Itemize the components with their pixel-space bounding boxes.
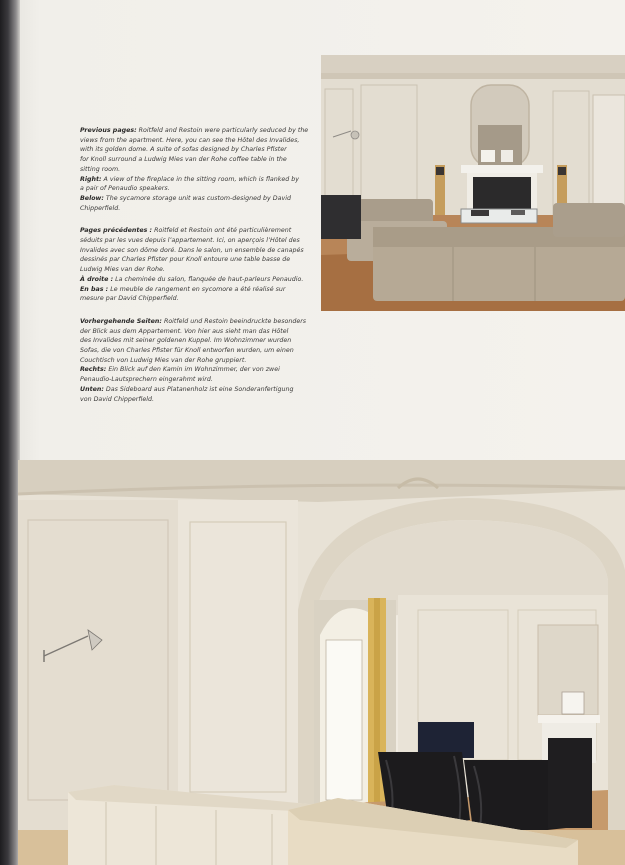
caption-line: Right: A view of the fireplace in the sitting room, which is flanked by <box>80 175 299 183</box>
caption-line: Vorhergehende Seiten: Roitfeld und Restoin beeindruckte besonders <box>80 317 307 325</box>
caption-line: Sofas, die von Charles Pfister für Knoll entworfen wurden, um einen <box>80 347 294 355</box>
caption-line: Pages précédentes : Roitfeld et Restoin ont été particulièrement <box>80 227 292 235</box>
caption-line: des Invalides mit seiner goldenen Kuppel. Im Wohnzimmer wurden <box>80 337 292 345</box>
caption-line: Chipperfield. <box>80 204 121 212</box>
caption-line: mesure par David Chipperfield. <box>80 295 179 303</box>
caption-line: a pair of Penaudio speakers. <box>80 185 170 193</box>
caption-line: En bas : Le meuble de rangement en sycomore a été réalisé sur <box>80 285 286 293</box>
caption-line: Previous pages: Roitfeld and Restoin were particularly seduced by the <box>80 127 309 134</box>
caption-line: for Knoll surround a Ludwig Mies van der Rohe coffee table in the <box>80 156 287 164</box>
caption-text <box>80 126 312 417</box>
caption-line: Invalides avec son dôme doré. Dans le salon, un ensemble de canapés <box>80 246 304 254</box>
caption-line: dessinés par Charles Pfister pour Knoll entoure une table basse de <box>80 256 291 264</box>
caption-line: views from the apartment. Here, you can see the Hôtel des Invalides, <box>80 136 300 144</box>
caption-line: Below: The sycamore storage unit was custom-designed by David <box>80 194 291 202</box>
caption-line: with its golden dome. A suite of sofas designed by Charles Pfister <box>80 146 287 154</box>
caption-line: von David Chipperfield. <box>80 395 155 403</box>
caption-line: Rechts: Ein Blick auf den Kamin im Wohnzimmer, der von zwei <box>80 366 280 374</box>
photo-sitting-room-fireplace <box>321 55 625 311</box>
caption-line: Ludwig Mies van der Rohe. <box>80 266 165 274</box>
caption-line: Unten: Das Sideboard aus Platanenholz ist eine Sonderanfertigung <box>80 385 294 393</box>
caption-line: À droite : La cheminée du salon, flanquée de haut-parleurs Penaudio. <box>80 275 304 283</box>
caption-line: der Blick aus dem Appartement. Von hier aus sieht man das Hôtel <box>80 327 289 335</box>
book-spine-shadow <box>0 0 20 865</box>
caption-line: Couchtisch von Ludwig Mies van der Rohe gruppiert. <box>80 356 247 364</box>
caption-french <box>80 226 312 304</box>
caption-line: Penaudio-Lautsprechern eingerahmt wird. <box>80 376 213 384</box>
caption-line: sitting room. <box>80 165 121 173</box>
caption-english <box>80 126 312 213</box>
caption-line: séduits par les vues depuis l’appartement. Ici, on aperçois l’Hôtel des <box>80 237 300 245</box>
photo-enfilade-sideboard <box>18 460 625 865</box>
caption-german <box>80 317 312 404</box>
